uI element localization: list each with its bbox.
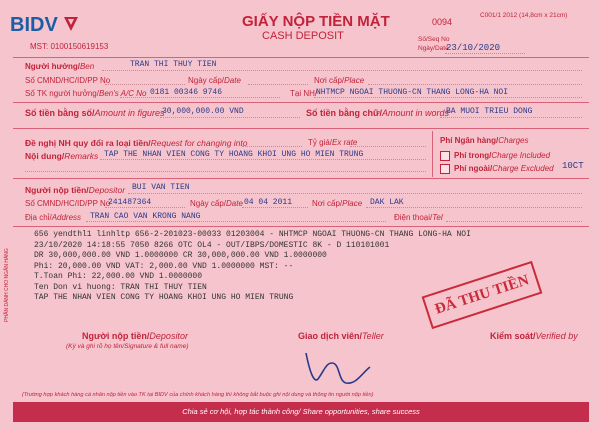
beneficiary-bank: NHTMCP NGOAI THUONG-CN THANG LONG-HA NOI — [316, 88, 509, 97]
printout-line: TAP THE NHAN VIEN CONG TY HOANG KHOI UNG HO MIEN TRUNG — [34, 293, 294, 302]
depositor-issue-date: 04 04 2011 — [244, 198, 293, 207]
dotted-line — [440, 117, 582, 118]
beneficiary-name: TRAN THI THUY TIEN — [130, 60, 217, 69]
teller-signature — [300, 343, 390, 393]
depositor-issue-place-label: Nơi cấp/Place — [312, 199, 363, 208]
seq-no-label: Số/Seq No — [418, 36, 450, 43]
teller-printout — [34, 230, 471, 304]
exchange-request-label: Đề nghị NH quy đổi ra loại tiền/Request for changing into — [25, 138, 248, 148]
amount-figures: 30,000,000.00 VND — [162, 107, 244, 116]
depositor-issue-date-label: Ngày cấp/Date — [190, 199, 243, 208]
depositor-name: BUI VAN TIEN — [132, 183, 190, 192]
depositor-address: TRAN CAO VAN KRONG NANG — [90, 212, 201, 221]
printout-line: 23/10/2020 14:18:55 7050 8266 OTC OL4 - OUT/IBPS/DOMESTIC 8K - D 110101001 — [34, 240, 390, 250]
depositor-signature-label: Người nộp tiền/Depositor — [82, 331, 188, 341]
paid-stamp: ĐÃ THU TIỀN — [422, 261, 543, 329]
dotted-line — [242, 207, 308, 208]
beneficiary-id-label: Số CMND/HC/ID/PP No — [25, 76, 111, 85]
dotted-line — [242, 146, 302, 147]
dotted-line — [25, 171, 426, 172]
bank-use-side-label: PHẦN DÀNH CHO NGÂN HÀNG — [3, 248, 10, 322]
divider — [13, 102, 589, 103]
divider — [13, 178, 589, 179]
charge-excluded-label: Phí ngoài/Charge Excluded — [454, 164, 554, 173]
divider — [13, 57, 589, 58]
dotted-line — [160, 117, 300, 118]
footer-slogan: Chia sẻ cơ hội, hợp tác thành công/ Share opportunities, share success — [182, 407, 420, 416]
footer-bar — [13, 402, 589, 422]
dotted-line — [105, 84, 185, 85]
bank-logo: BIDV — [10, 14, 58, 36]
dotted-line — [86, 221, 386, 222]
form-code: C001/1 2012 (14,8cm x 21cm) — [480, 12, 568, 19]
depositor-id-label: Số CMND/HC/ID/PP No — [25, 199, 111, 208]
beneficiary-name-label: Người hưởng/Ben — [25, 62, 95, 71]
form-title: GIẤY NỘP TIỀN MẶT — [242, 13, 390, 30]
dotted-line — [120, 97, 280, 98]
charges-title: Phí Ngân hàng/Charges — [440, 136, 529, 145]
dotted-line — [128, 193, 582, 194]
depositor-issue-place: DAK LAK — [370, 198, 404, 207]
dotted-line — [102, 70, 582, 71]
printout-line: Phi: 20,000.00 VND VAT: 2,000.00 VND 1.0000000 MST: -- — [34, 261, 294, 271]
dotted-line — [314, 97, 582, 98]
divider — [13, 226, 589, 227]
bottom-note: (Trường hợp khách hàng cá nhân nộp tiền vào TK tại BIDV của chính khách hàng thì không bắt buộc ghi nội dung và thông tin người nộp tiền) — [22, 392, 374, 398]
beneficiary-account: 0181 00346 9746 — [150, 88, 223, 97]
beneficiary-bank-label: Tại NH/ — [290, 89, 318, 98]
dotted-line — [248, 84, 308, 85]
beneficiary-issue-date-label: Ngày cấp/Date — [188, 76, 241, 85]
form-subtitle: CASH DEPOSIT — [262, 30, 344, 42]
printout-line: 656 yendthl1 linhltp 656-2-201023-00033 01203004 - NHTMCP NGOAI THUONG-CN THANG LONG-HA NOI — [34, 230, 471, 239]
depositor-signature-note: (Ký và ghi rõ họ tên/Signature & full name) — [66, 343, 189, 350]
teller-label: Giao dịch viên/Teller — [298, 331, 384, 341]
divider — [13, 128, 589, 129]
dotted-line — [100, 159, 426, 160]
date-value: 23/10/2020 — [446, 43, 501, 53]
beneficiary-issue-place-label: Nơi cấp/Place — [314, 76, 365, 85]
supervisor-label: Kiểm soát/Verified by — [490, 331, 578, 341]
beneficiary-account-label: Số TK người hưởng/Ben's A/C No — [25, 89, 147, 98]
date-label: Ngày/Date — [418, 45, 449, 52]
bidv-logo-icon — [62, 15, 80, 33]
printout-line: Ten Don vi huong: TRAN THI THUY TIEN — [34, 282, 207, 292]
charge-included-checkbox[interactable] — [440, 151, 450, 161]
dotted-line — [446, 221, 582, 222]
dotted-line — [105, 207, 185, 208]
charge-excluded-checkbox[interactable] — [440, 164, 450, 174]
depositor-name-label: Người nộp tiền/Depositor — [25, 185, 126, 195]
serial-number: 0094 — [432, 17, 453, 27]
remarks-label: Nội dung/Remarks — [25, 151, 99, 161]
remarks-value: TAP THE NHAN VIEN CONG TY HOANG KHOI UNG HO MIEN TRUNG — [104, 150, 364, 159]
dotted-line — [368, 84, 582, 85]
dotted-line — [366, 207, 582, 208]
charge-included-label: Phí trong/Charge Included — [454, 151, 551, 160]
tax-code: MST: 0100150619153 — [30, 42, 109, 51]
depositor-id: 241487364 — [108, 198, 152, 207]
printout-line: T.Toan Phi: 22,000.00 VND 1.0000000 — [34, 272, 203, 281]
printout-line: DR 30,000,000.00 VND 1.0000000 CR 30,000,000.00 VND 1.0000000 — [34, 251, 327, 260]
depositor-phone-label: Điện thoại/Tel — [394, 213, 443, 222]
exchange-rate-label: Tỷ giá/Ex rate — [308, 138, 358, 147]
depositor-address-label: Địa chỉ/Address — [25, 213, 82, 222]
amount-words-label: Số tiền bằng chữ/Amount in words — [306, 108, 450, 118]
charge-excluded-note: 10CT — [562, 161, 584, 171]
date-line — [445, 53, 525, 54]
dotted-line — [350, 146, 426, 147]
amount-words: BA MUOI TRIEU DONG — [446, 107, 533, 116]
amount-figures-label: Số tiền bằng số/Amount in figures — [25, 108, 165, 118]
